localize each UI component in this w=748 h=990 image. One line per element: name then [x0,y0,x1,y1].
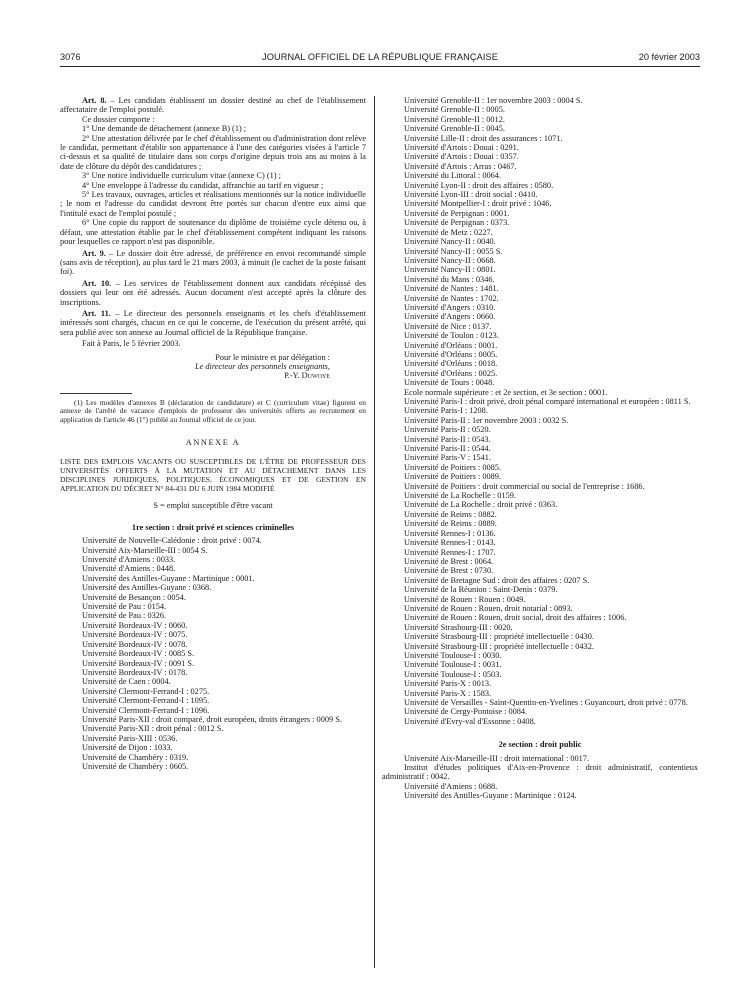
list-item: Institut d'études politiques d'Aix-en-Provence : droit administratif, contentieux administratif : 0042. [382,763,698,782]
list-item: Université Grenoble-II : 1er novembre 2003 : 0004 S. [404,96,583,105]
list-item: Université d'Orléans : 0005. [404,349,498,359]
list-item: Université de Perpignan : 0373. [404,218,510,228]
list-item: Université des Antilles-Guyane : Martinique : 0001. [82,573,255,583]
article-9-text: – Le dossier doit être adressé, de préférence en envoi recommandé simple (sans avis de réception), au plus tard le 21 mars 2003, à minuit (le cachet de la poste faisant foi). [60,248,366,277]
article-10-text: – Les services de l'établissement donnent aux candidats récépissé des dossiers qui leur ont été adressés. Aucun document n'est accepté après la clôture des inscriptions. [60,278,366,307]
list-item: Ecole normale supérieure : et 2e section, et 3e section : 0001. [404,387,608,397]
section-2-label: 2e section : droit public [498,740,582,750]
list-item: Université Bordeaux-IV : 0075. [82,630,188,640]
legend: S = emploi susceptible d'être vacant [153,501,273,511]
list-item: Université de Brest : 0730. [404,566,494,576]
list-item: Université d'Amiens : 0448. [82,564,176,574]
list-item: Université Bordeaux-IV : 0091 S. [82,658,195,668]
section-1-label: 1re section : droit privé et sciences criminelles [131,522,295,532]
list-item: Université de Nouvelle-Calédonie : droit privé : 0074. [82,536,262,546]
list-item: Université de Poitiers : 0085. [404,462,502,472]
list-item: Université de Pau : 0326. [82,611,167,621]
list-item: Université Nancy-II : 0055 S. [404,246,503,256]
list-item: Université Rennes-I : 0143. [404,538,496,548]
list-item: Université Paris-II : 0543. [404,434,491,444]
list-item: Université de Poitiers : 0089. [404,472,502,482]
list-item: Université d'Angers : 0310. [404,302,496,312]
list-item: Université d'Angers : 0660. [404,312,496,322]
list-item: Université Bordeaux-IV : 0085 S. [82,649,195,659]
signatory: P.-Y. Duwoye [284,371,330,381]
list-item: Université Paris-II : 0520. [404,425,491,435]
page-header [60,52,700,64]
list-item: Université d'Orléans : 0018. [404,359,498,369]
list-item: Université Paris-I : 1208. [404,406,488,416]
dossier-item: 1° Une demande de détachement (annexe B) (1) ; [82,124,247,134]
list-item: Université Aix-Marseille-III : droit international : 0017. [404,753,590,763]
list-item: Université d'Artois : Douai : 0291. [404,143,519,153]
list-item: Université du Littoral : 0064. [404,171,502,181]
list-item: Université de Reims : 0882. [404,509,497,519]
list-item: Université de Nantes : 1702. [404,293,499,303]
footnote: (1) Les modèles d'annexes B (déclaration de candidature) et C (curriculum vitae) figurent en annexe de l'arrêté de vacance d'emplois de professeur des universités offerts au recrutement en application de l'article 46 (1°) publié au Journal officiel de ce jour. [60,397,366,424]
list-item: Université de Tours : 0048. [404,378,495,388]
right-column [382,96,698,801]
annexe-heading: ANNEXE A [185,438,241,447]
list-item: Université Clermont-Ferrand-I : 1095. [82,696,210,706]
list-item: Université de Cergy-Pontoise : 0084. [404,707,528,717]
list-item: Université Paris-V : 1541. [404,453,491,463]
list-item: Université Strasbourg-III : propriété intellectuelle : 0432. [404,641,594,651]
list-item: Université de Rouen : Rouen : 0049. [404,594,526,604]
list-item: Université Bordeaux-IV : 0178. [82,667,188,677]
article-9-label: Art. 9. [82,248,106,258]
footnote-separator [60,393,132,394]
article-8-text: – Les candidats établissent un dossier destiné au chef de l'établissement affectataire de l'emploi postulé. [60,96,367,115]
issue-date: 20 février 2003 [638,52,700,62]
dossier-item: 4° Une enveloppe à l'adresse du candidat, affranchie au tarif en vigueur ; [82,180,324,190]
list-item: Université de Bretagne Sud : droit des affaires : 0207 S. [404,575,590,585]
header-rule [60,66,700,67]
list-item: Université Grenoble-II : 0045. [404,124,505,134]
list-item: Université d'Artois : Arras : 0467. [404,161,517,171]
list-item: Université de La Rochelle : 0159. [404,491,516,501]
section-2-list [382,754,698,801]
list-item: Université de Brest : 0064. [404,556,494,566]
list-item: Université Toulouse-I : 0031. [404,660,502,670]
page-number: 3076 [60,52,81,62]
left-column [60,96,366,771]
dossier-item: 3° Une notice individuelle curriculum vitae (annexe C) (1) ; [82,171,281,181]
list-item: Université Paris-XII : droit pénal : 0012 S. [82,724,224,734]
list-item: Université des Antilles-Guyane : 0368. [82,583,212,593]
list-item: Université de Rouen : Rouen, droit social, droit des affaires : 1006. [404,613,627,623]
list-item: Université Toulouse-I : 0030. [404,650,502,660]
signature-name [60,371,366,380]
list-item: Université Strasbourg-III : 0020. [404,622,513,632]
list-item: Université Paris-X : 0013. [404,679,492,689]
list-item: Université Lyon-II : droit des affaires : 0580. [404,180,554,190]
list-item: Université d'Amiens : 0033. [82,555,176,565]
list-item: Université Paris-XIII : 0536. [82,733,178,743]
list-item: Université de la Réunion : Saint-Denis : 0379. [404,585,558,595]
list-item: Université de Rouen : Rouen, droit notarial : 0893. [404,603,573,613]
list-item: Université Paris-XII : droit comparé, droit européen, droits étrangers : 0009 S. [82,714,342,724]
dossier-item: 2° Une attestation délivrée par le chef d'établissement ou d'administration dont relève le candidat, permettant d'établir son appartenance à l'une des catégories visées à l'article 7 ci-dessus et sa qualité de titulaire dans son corps d'origine depuis trois ans au moins à la date de clôture du dépôt des candidatures ; [60,133,366,171]
article-11 [60,309,366,337]
list-item: Université Grenoble-II : 0005. [404,105,505,115]
dossier-item: 5° Les travaux, ouvrages, articles et réalisations mentionnés sur la notice individuelle ; le nom et l'adresse du candidat devront être portés sur chacun d'entre eux ainsi que l'intitulé exact de l'emploi postulé ; [60,190,366,218]
list-item: Université Nancy-II : 0040. [404,237,496,247]
list-item: Université de Reims : 0889. [404,519,497,529]
list-item: Université Nancy-II : 0668. [404,255,496,265]
section-heading-1 [60,523,366,532]
list-item: Université d'Artois : Douai : 0357. [404,152,519,162]
list-item: Université d'Orléans : 0001. [404,340,498,350]
article-11-text: – Le directeur des personnels enseignants et les chefs d'établissement intéressés sont chargés, chacun en ce qui le concerne, de l'exécution du présent arrêté, qui sera publié avec son annexe au Journal officiel de la République française. [60,308,366,337]
list-item: Université Clermont-Ferrand-I : 0275. [82,686,210,696]
list-item: Université Toulouse-I : 0503. [404,669,502,679]
list-item: Université Aix-Marseille-III : 0054 S. [82,545,208,555]
list-item: Université de Perpignan : 0001. [404,208,510,218]
list-item: Université de Chambéry : 0319. [82,752,189,762]
article-8 [60,96,366,115]
list-item: Université Rennes-I : 1707. [404,547,496,557]
fait-a-paris: Fait à Paris, le 5 février 2003. [82,339,181,349]
article-10-label: Art. 10. [82,278,112,288]
list-item: Université d'Amiens : 0688. [404,781,498,791]
list-item: Université de Toulon : 0123. [404,331,499,341]
list-item: Université Paris-II : 0544. [404,444,491,454]
list-item: Université Lyon-III : droit social : 0410. [404,190,538,200]
signature-title: Le directeur des personnels enseignants, [195,361,330,371]
list-item: Université de Besançon : 0054. [82,592,186,602]
list-item: Université de Metz : 0227. [404,227,493,237]
list-item: Université de Nantes : 1481. [404,284,499,294]
list-item: Université Rennes-I : 0136. [404,528,496,538]
list-item: Université Paris-X : 1583. [404,688,492,698]
dossier-items [60,124,366,246]
list-item: Université du Mans : 0346. [404,274,495,284]
list-item: Université Grenoble-II : 0012. [404,114,505,124]
dossier-item: 6° Une copie du rapport de soutenance du diplôme de troisième cycle détenu ou, à défaut, une attestation établie par le chef d'établissement compétent indiquant les raisons pour lesquelles ce rapport n'est pas disponible. [60,218,366,247]
list-item: Université de Chambéry : 0605. [82,761,189,771]
list-item: Université des Antilles-Guyane : Martinique : 0124. [404,791,577,801]
list-item: Université Bordeaux-IV : 0060. [82,620,188,630]
annexe-list-title: LISTE DES EMPLOIS VACANTS OU SUSCEPTIBLES DE L'ÊTRE DE PROFESSEUR DES UNIVERSITÉS OFFERTS À LA MUTATION ET AU DÉTACHEMENT DANS LES DISCIPLINES JURIDIQUES, POLITIQUES, ÉCONOMIQUES ET DE GESTION EN APPLICATION DU DÉCRET N° 84-431 DU 6 JUIN 1984 MODIFIÉ [60,457,366,494]
article-8-label: Art. 8. [82,96,107,105]
list-item: Université de Dijon : 1033. [82,743,173,753]
list-item: Université Montpellier-I : droit privé : 1046. [404,199,552,209]
section-1-list-continued [382,96,698,726]
signature-delegation: Pour le ministre et par délégation : [215,352,330,362]
list-item: Université Bordeaux-IV : 0078. [82,639,188,649]
list-item: Université Lille-II : droit des assurances : 1071. [404,133,563,143]
dossier-intro: Ce dossier comporte : [82,114,155,124]
article-9 [60,249,366,277]
section-heading-2 [382,740,698,749]
article-11-label: Art. 11. [82,308,111,318]
list-item: Université de La Rochelle : droit privé : 0363. [404,500,558,510]
article-10 [60,279,366,307]
column-divider [374,96,375,968]
list-item: Université Strasbourg-III : propriété intellectuelle : 0430. [404,632,594,642]
list-item: Université Paris-II : 1er novembre 2003 : 0032 S. [404,415,569,425]
journal-title: JOURNAL OFFICIEL DE LA RÉPUBLIQUE FRANÇAISE [262,52,498,62]
section-1-list [60,536,366,771]
list-item: Université d'Orléans : 0025. [404,368,498,378]
list-item: Université Nancy-II : 0801. [404,265,496,275]
list-item: Université de Caen : 0004. [82,677,171,687]
list-item: Université d'Evry-val d'Essonne : 0408. [404,716,536,726]
list-item: Université Clermont-Ferrand-I : 1096. [82,705,210,715]
list-item: Université de Nice : 0137. [404,321,492,331]
list-item: Université de Poitiers : droit commercial ou social de l'entreprise : 1686. [404,481,645,491]
list-item: Université Paris-I : droit privé, droit pénal comparé international et européen : 0811 S. [404,397,691,406]
list-item: Université de Versailles - Saint-Quentin-en-Yvelines : Guyancourt, droit privé : 0778. [404,698,688,707]
list-item: Université de Pau : 0154. [82,602,167,612]
